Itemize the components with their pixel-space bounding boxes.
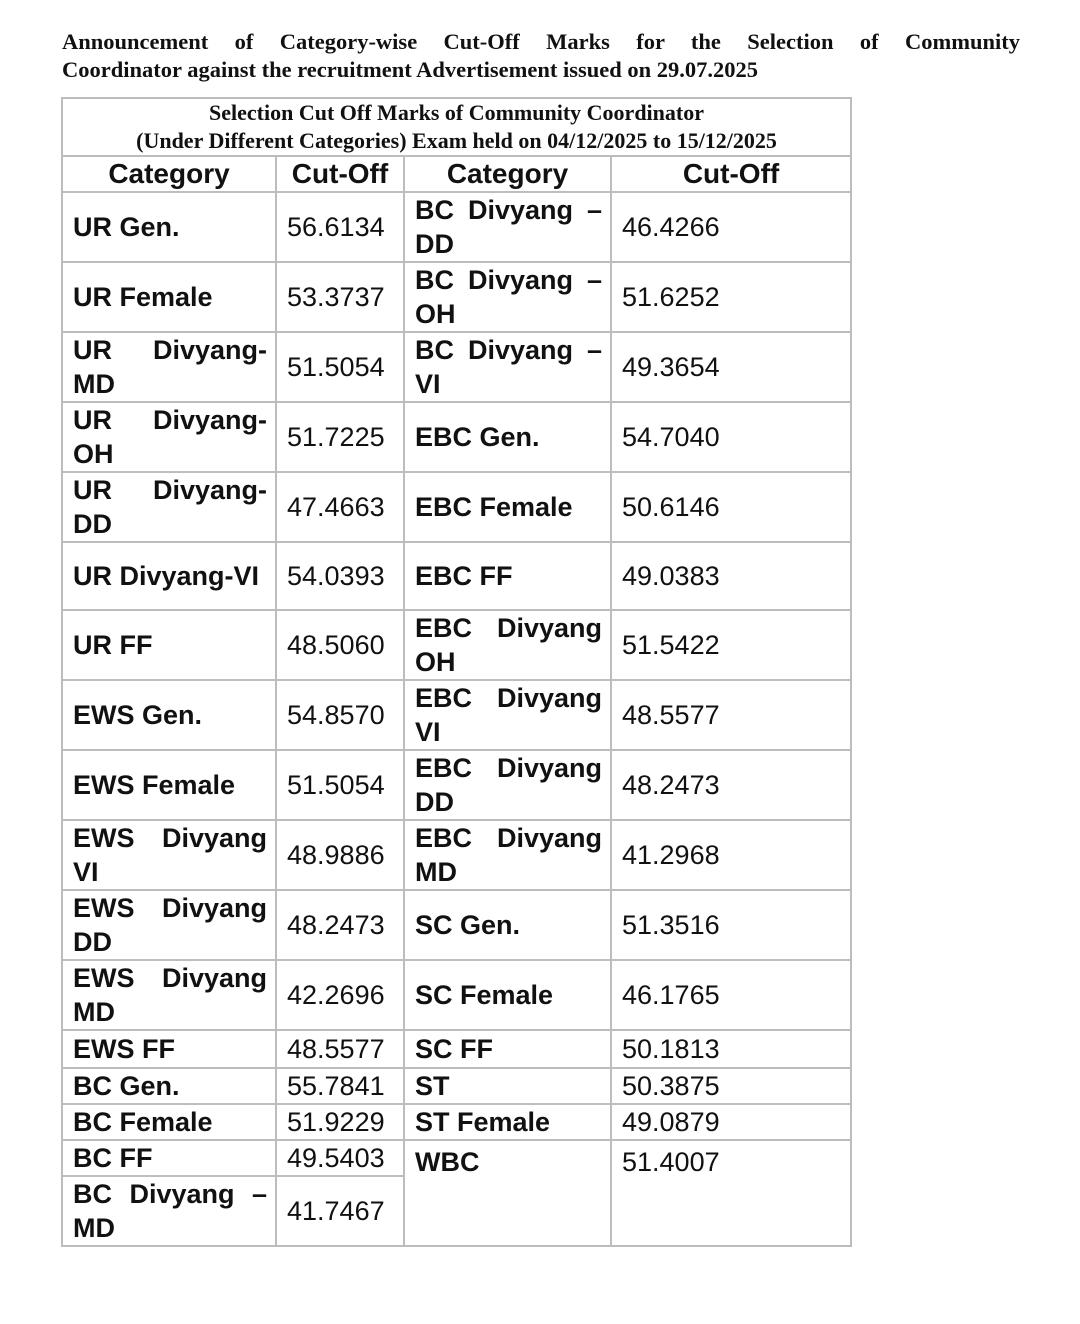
table-row	[62, 890, 851, 960]
header-cutoff-2: Cut-Off	[611, 156, 851, 192]
cutoff-cell: 47.4663	[276, 472, 404, 542]
category-cell: EWS Divyang VI	[62, 820, 276, 890]
category-cell: SC Female	[404, 960, 611, 1030]
table-caption	[62, 98, 851, 156]
category-cell: BC Divyang – DD	[404, 192, 611, 262]
category-cell: EBC Divyang DD	[404, 750, 611, 820]
cutoff-table	[61, 97, 852, 1247]
cutoff-cell: 55.7841	[276, 1068, 404, 1104]
cutoff-cell: 53.3737	[276, 262, 404, 332]
category-cell: EBC Female	[404, 472, 611, 542]
cutoff-cell: 51.5054	[276, 750, 404, 820]
cutoff-cell: 48.5577	[276, 1030, 404, 1068]
cutoff-cell: 41.2968	[611, 820, 851, 890]
category-cell: ST Female	[404, 1104, 611, 1140]
category-cell: UR Divyang-VI	[62, 542, 276, 610]
category-cell: SC FF	[404, 1030, 611, 1068]
category-cell: UR Divyang-DD	[62, 472, 276, 542]
cutoff-cell: 51.9229	[276, 1104, 404, 1140]
category-cell: EBC Divyang VI	[404, 680, 611, 750]
cutoff-cell: 46.1765	[611, 960, 851, 1030]
category-cell: BC Gen.	[62, 1068, 276, 1104]
category-cell: UR Female	[62, 262, 276, 332]
category-cell: EWS Female	[62, 750, 276, 820]
announcement-line-1: Announcement of Category-wise Cut-Off Marks for the Selection of Community	[62, 29, 1020, 54]
category-cell: BC FF	[62, 1140, 276, 1176]
cutoff-cell: 49.0879	[611, 1104, 851, 1140]
table-row	[62, 680, 851, 750]
cutoff-cell: 54.7040	[611, 402, 851, 472]
cutoff-cell: 48.2473	[276, 890, 404, 960]
cutoff-cell: 54.8570	[276, 680, 404, 750]
cutoff-cell: 54.0393	[276, 542, 404, 610]
category-cell: BC Divyang – VI	[404, 332, 611, 402]
announcement-line-2: Coordinator against the recruitment Advertisement issued on 29.07.2025	[62, 57, 759, 82]
cutoff-cell: 51.7225	[276, 402, 404, 472]
category-cell: WBC	[404, 1140, 611, 1246]
table-row	[62, 402, 851, 472]
cutoff-cell: 48.5060	[276, 610, 404, 680]
category-cell: EBC Gen.	[404, 402, 611, 472]
header-category-2: Category	[404, 156, 611, 192]
category-cell: UR FF	[62, 610, 276, 680]
cutoff-cell: 50.3875	[611, 1068, 851, 1104]
category-cell: EWS Divyang MD	[62, 960, 276, 1030]
table-row	[62, 960, 851, 1030]
table-row	[62, 192, 851, 262]
cutoff-cell: 51.3516	[611, 890, 851, 960]
category-cell: ST	[404, 1068, 611, 1104]
cutoff-cell: 48.2473	[611, 750, 851, 820]
table-row	[62, 1140, 851, 1176]
header-category-1: Category	[62, 156, 276, 192]
table-row	[62, 1068, 851, 1104]
cutoff-cell: 49.5403	[276, 1140, 404, 1176]
table-row	[62, 750, 851, 820]
category-cell: EBC FF	[404, 542, 611, 610]
category-cell: EWS Gen.	[62, 680, 276, 750]
cutoff-cell: 48.5577	[611, 680, 851, 750]
category-cell: EWS Divyang DD	[62, 890, 276, 960]
table-row	[62, 262, 851, 332]
category-cell: BC Female	[62, 1104, 276, 1140]
cutoff-cell: 51.5422	[611, 610, 851, 680]
cutoff-cell: 50.1813	[611, 1030, 851, 1068]
category-cell: SC Gen.	[404, 890, 611, 960]
cutoff-cell: 51.5054	[276, 332, 404, 402]
category-cell: BC Divyang – OH	[404, 262, 611, 332]
cutoff-cell: 50.6146	[611, 472, 851, 542]
category-cell: UR Gen.	[62, 192, 276, 262]
category-cell: EBC Divyang OH	[404, 610, 611, 680]
header-cutoff-1: Cut-Off	[276, 156, 404, 192]
table-row	[62, 472, 851, 542]
table-row	[62, 1030, 851, 1068]
category-cell: EBC Divyang MD	[404, 820, 611, 890]
table-caption-line-1: Selection Cut Off Marks of Community Coordinator	[209, 100, 704, 125]
table-row	[62, 610, 851, 680]
category-cell: EWS FF	[62, 1030, 276, 1068]
table-caption-line-2: (Under Different Categories) Exam held on 04/12/2025 to 15/12/2025	[136, 128, 777, 153]
cutoff-cell: 41.7467	[276, 1176, 404, 1246]
category-cell: BC Divyang – MD	[62, 1176, 276, 1246]
category-cell: UR Divyang-MD	[62, 332, 276, 402]
cutoff-cell: 51.4007	[611, 1140, 851, 1246]
table-row	[62, 332, 851, 402]
cutoff-cell: 49.3654	[611, 332, 851, 402]
cutoff-cell: 49.0383	[611, 542, 851, 610]
table-row	[62, 820, 851, 890]
cutoff-cell: 42.2696	[276, 960, 404, 1030]
announcement-heading	[62, 28, 1020, 84]
cutoff-cell: 56.6134	[276, 192, 404, 262]
cutoff-cell: 46.4266	[611, 192, 851, 262]
category-cell: UR Divyang-OH	[62, 402, 276, 472]
cutoff-cell: 51.6252	[611, 262, 851, 332]
table-row	[62, 1104, 851, 1140]
table-row	[62, 542, 851, 610]
cutoff-cell: 48.9886	[276, 820, 404, 890]
